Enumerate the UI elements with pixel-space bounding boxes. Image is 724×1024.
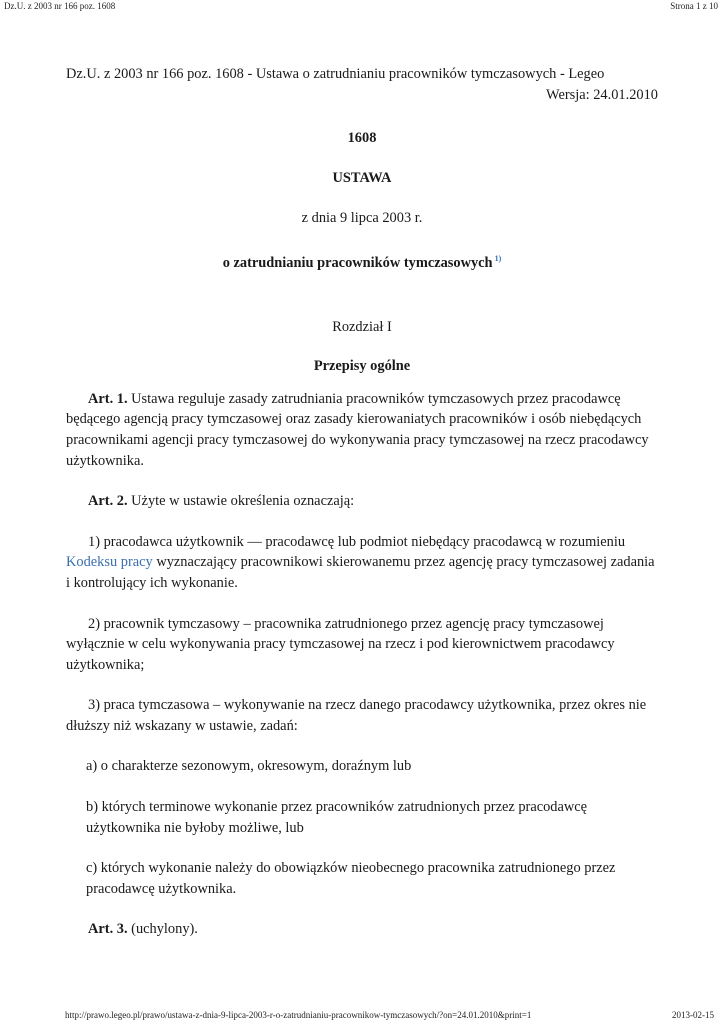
article-3-text: (uchylony). — [127, 921, 198, 938]
definition-1-text-b: wyznaczający pracownikowi skierowanemu przez agencję pracy tymczasowej zadania i kontrolujący ich wykonanie. — [66, 554, 655, 591]
print-date: 2013-02-15 — [672, 1010, 714, 1020]
article-1-text: Ustawa reguluje zasady zatrudniania pracowników tymczasowych przez pracodawcę będącego agencją pracy tymczasowej oraz zasady kierowaniatych pracowników i osób niebędących pracownikami agencji pracy tymczasowej do wykonywania pracy tymczasowej na rzecz pracodawcy użytkownika. — [66, 390, 649, 469]
article-2-text: Użyte w ustawie określenia oznaczają: — [127, 493, 355, 510]
definition-3c: c) których wykonanie należy do obowiązków nieobecnego pracownika zatrudnionego przez pracodawcę użytkownika. — [86, 860, 616, 897]
act-subject — [66, 249, 658, 274]
article-2-label: Art. 2. — [88, 493, 128, 510]
article-1-label: Art. 1. — [88, 390, 128, 407]
page-counter: Strona 1 z 10 — [670, 1, 718, 11]
article-1 — [66, 389, 658, 471]
act-date: z dnia 9 lipca 2003 r. — [301, 210, 423, 227]
definition-2: 2) pracownik tymczasowy – pracownika zatrudnionego przez agencję pracy tymczasowej wyłącznie w celu wykonywania pracy tymczasowej na rzecz i pod kierownictwem pracodawcy użytkownika; — [66, 615, 615, 673]
document-body — [66, 64, 658, 940]
act-type: USTAWA — [332, 169, 392, 186]
definition-3b: b) których terminowe wykonanie przez pracowników zatrudnionych przez pracodawcę użytkownika nie byłoby możliwe, lub — [86, 799, 588, 836]
page-url: http://prawo.legeo.pl/prawo/ustawa-z-dnia-9-lipca-2003-r-o-zatrudnianiu-pracownikow-tymczasowych/?on=24.01.2010&print=1 — [65, 1010, 532, 1020]
act-number: 1608 — [347, 130, 377, 147]
page-header-left: Dz.U. z 2003 nr 166 poz. 1608 — [4, 1, 116, 11]
chapter-label: Rozdział I — [332, 318, 392, 335]
document-title: Dz.U. z 2003 nr 166 poz. 1608 - Ustawa o zatrudnianiu pracowników tymczasowych - Legeo — [66, 66, 605, 82]
article-3-label: Art. 3. — [88, 921, 128, 938]
definition-3a: a) o charakterze sezonowym, okresowym, doraźnym lub — [86, 758, 412, 775]
act-subject-text: o zatrudnianiu pracowników tymczasowych — [222, 254, 493, 271]
chapter-title: Przepisy ogólne — [313, 358, 411, 375]
footnote-link[interactable]: 1) — [494, 253, 502, 263]
article-2 — [66, 491, 658, 512]
document-version: Wersja: 24.01.2010 — [546, 86, 658, 103]
footnote-ref[interactable] — [495, 254, 502, 263]
definition-3: 3) praca tymczasowa – wykonywanie na rzecz danego pracodawcy użytkownika, przez okres nie dłuższy niż wskazany w ustawie, zadań: — [66, 697, 647, 734]
article-3 — [66, 919, 658, 940]
definition-1-text-a: 1) pracodawca użytkownik — pracodawcę lub podmiot niebędący pracodawcą w rozumieniu — [88, 533, 626, 550]
kodeks-pracy-link[interactable]: Kodeksu pracy — [66, 554, 153, 571]
definition-1 — [66, 532, 658, 594]
